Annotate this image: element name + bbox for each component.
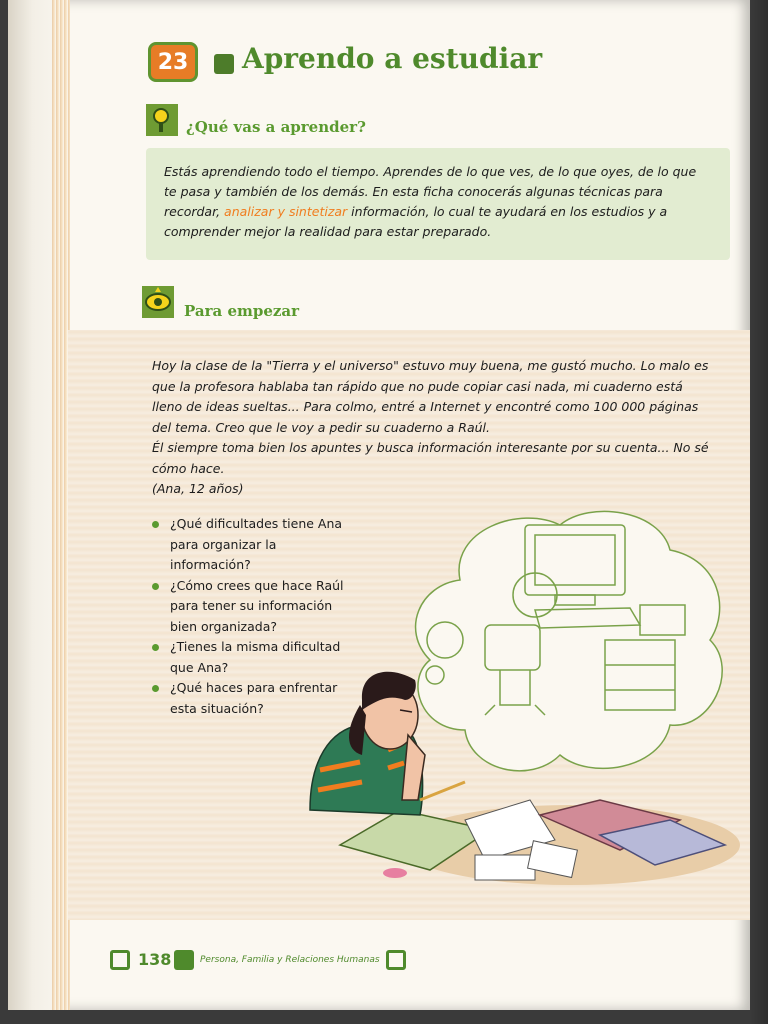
section-heading-learn: ¿Qué vas a aprender? xyxy=(186,118,366,136)
section-heading-start: Para empezar xyxy=(184,302,300,320)
story-paragraph-2: Él siempre toma bien los apuntes y busca información interesante por su cuenta... No sé cómo hace. xyxy=(152,440,709,476)
learn-intro-text: Estás aprendiendo todo el tiempo. Aprendes de lo que ves, de lo que oyes, de lo que te pasa y también de los demás. En esta ficha conocerás algunas técnicas para recordar, analizar y sintetizar información, lo cual te ayudará en los estudios y a comprender mejor la realidad para estar preparado. xyxy=(164,164,697,239)
page-number: 138 xyxy=(138,950,172,969)
story-paragraph-1: Hoy la clase de la "Tierra y el universo" estuvo muy buena, me gustó mucho. Lo malo es que la profesora hablaba tan rápido que no pude copiar casi nada, mi cuaderno está lleno de ideas sueltas... Para colmo, entré a Internet y encontré como 100 000 páginas del tema. Creo que le voy a pedir su cuaderno a Raúl. xyxy=(152,358,709,435)
question-item: ¿Qué dificultades tiene Ana para organizar la información? xyxy=(152,514,352,576)
page-title: Aprendo a estudiar xyxy=(242,42,543,75)
question-item: ¿Qué haces para enfrentar esta situación? xyxy=(152,678,352,719)
highlight-analizar-sintetizar: analizar y sintetizar xyxy=(224,204,348,219)
page-shadow xyxy=(750,0,768,1024)
footer-subject: Persona, Familia y Relaciones Humanas xyxy=(200,955,380,965)
ana-story xyxy=(152,356,712,500)
learn-intro-box xyxy=(146,148,730,260)
title-square-icon xyxy=(214,54,234,74)
footer-square-icon xyxy=(110,950,130,970)
magnifier-icon xyxy=(146,104,178,136)
lesson-number-badge: 23 xyxy=(148,42,198,82)
question-item: ¿Tienes la misma dificultad que Ana? xyxy=(152,637,352,678)
eye-icon xyxy=(142,286,174,318)
footer-square-icon xyxy=(386,950,406,970)
question-item: ¿Cómo crees que hace Raúl para tener su información bien organizada? xyxy=(152,576,352,638)
footer-solid-square-icon xyxy=(174,950,194,970)
student-illustration xyxy=(300,500,740,890)
thought-bubble xyxy=(416,511,723,770)
story-author: (Ana, 12 años) xyxy=(152,481,244,496)
